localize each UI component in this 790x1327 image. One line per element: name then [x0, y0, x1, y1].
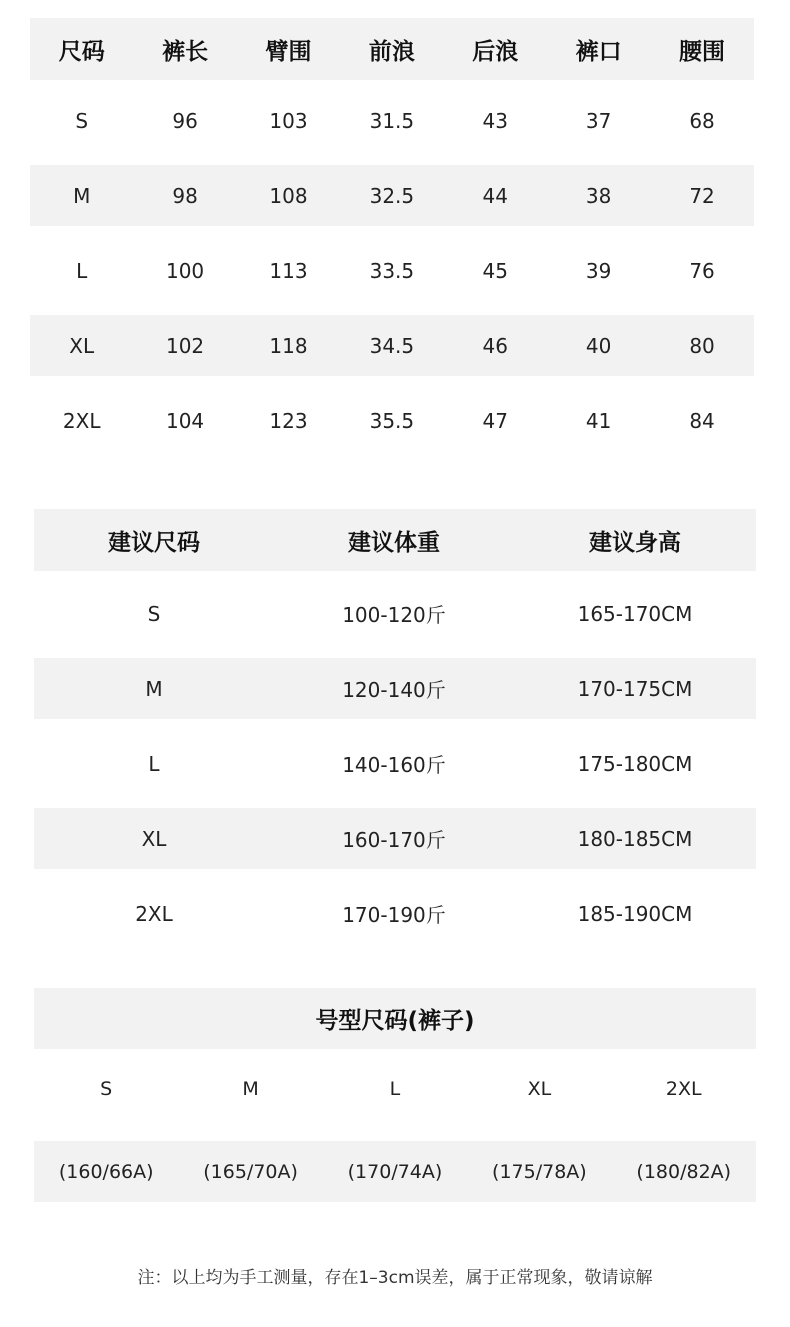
table-cell: 39 — [585, 258, 612, 283]
recommend-table — [34, 509, 756, 958]
table-cell: 2XL — [62, 408, 101, 433]
table-cell: 37 — [585, 108, 612, 133]
table-row — [30, 240, 754, 301]
table-cell: 2XL — [135, 901, 173, 926]
header-cell: 建议体重 — [348, 529, 440, 556]
code-cell: (180/82A) — [636, 1160, 732, 1183]
table-cell: 80 — [689, 333, 715, 358]
table-cell: 170-175CM — [577, 676, 693, 701]
table-row — [30, 390, 754, 451]
table-row — [34, 583, 756, 644]
table-cell: 96 — [172, 108, 198, 133]
code-cell: (160/66A) — [58, 1160, 154, 1183]
size-cell: 2XL — [665, 1078, 702, 1100]
table-cell: 108 — [269, 183, 308, 208]
table-cell: L — [148, 751, 160, 776]
table-cell: 100-120斤 — [342, 603, 446, 627]
code-cell: (175/78A) — [492, 1160, 587, 1183]
table-cell: L — [76, 258, 88, 283]
table-cell: 47 — [482, 408, 508, 433]
size-cell: M — [242, 1078, 259, 1100]
table-cell: 165-170CM — [577, 601, 693, 626]
table-cell: 40 — [585, 333, 612, 358]
table-cell: XL — [141, 826, 167, 851]
table-cell: 102 — [165, 333, 205, 358]
table-cell: 104 — [165, 408, 205, 433]
table-cell: 35.5 — [369, 408, 415, 433]
table-row — [30, 315, 754, 376]
model-table — [34, 988, 756, 1202]
table-cell: M — [73, 183, 91, 208]
header-cell: 裤长 — [162, 38, 209, 65]
model-table-title: 号型尺码(裤子) — [315, 1008, 475, 1034]
header-cell: 建议身高 — [589, 529, 681, 556]
table-cell: 76 — [689, 258, 715, 283]
model-table-header — [34, 988, 756, 1049]
size-table — [30, 18, 754, 465]
table-cell: 33.5 — [369, 258, 415, 283]
table-row — [34, 883, 756, 944]
table-cell: S — [147, 601, 161, 626]
table-row — [30, 165, 754, 226]
table-cell: S — [75, 108, 89, 133]
table-cell: 31.5 — [369, 108, 415, 133]
table-cell: 180-185CM — [577, 826, 693, 851]
table-cell: 175-180CM — [577, 751, 693, 776]
header-cell: 臂围 — [265, 38, 312, 65]
table-row — [30, 90, 754, 151]
header-cell: 建议尺码 — [108, 529, 200, 556]
size-cell: XL — [527, 1078, 552, 1100]
size-cell: S — [100, 1078, 113, 1100]
table-cell: 113 — [269, 258, 308, 283]
table-cell: 103 — [269, 108, 308, 133]
table-cell: 120-140斤 — [342, 678, 446, 702]
header-cell: 尺码 — [58, 38, 105, 65]
table-cell: 34.5 — [369, 333, 415, 358]
table-cell: 84 — [689, 408, 715, 433]
table-cell: 118 — [269, 333, 308, 358]
table-cell: 38 — [585, 183, 612, 208]
table-cell: M — [145, 676, 163, 701]
table-row — [34, 658, 756, 719]
table-cell: 44 — [482, 183, 508, 208]
table-cell: 170-190斤 — [342, 903, 446, 927]
table-cell: XL — [69, 333, 95, 358]
table-cell: 160-170斤 — [342, 828, 446, 852]
header-cell: 腰围 — [679, 38, 726, 65]
table-cell: 185-190CM — [577, 901, 693, 926]
measurement-note: 注：以上均为手工测量，存在1–3cm误差，属于正常现象，敬请谅解 — [137, 1268, 653, 1288]
table-cell: 32.5 — [369, 183, 415, 208]
table-cell: 123 — [269, 408, 308, 433]
table-cell: 46 — [482, 333, 508, 358]
table-cell: 68 — [689, 108, 715, 133]
table-cell: 98 — [172, 183, 198, 208]
header-cell: 裤口 — [575, 38, 622, 65]
table-cell: 100 — [165, 258, 205, 283]
table-cell: 72 — [689, 183, 715, 208]
recommend-table-header — [34, 509, 756, 571]
header-cell: 前浪 — [368, 38, 415, 65]
table-row — [34, 733, 756, 794]
code-cell: (165/70A) — [203, 1160, 298, 1183]
table-row — [34, 808, 756, 869]
table-cell: 41 — [585, 408, 612, 433]
table-row — [34, 1141, 756, 1202]
table-cell: 140-160斤 — [342, 753, 446, 777]
table-cell: 43 — [482, 108, 508, 133]
table-row — [34, 1049, 756, 1129]
table-cell: 45 — [482, 258, 508, 283]
size-table-header — [30, 18, 754, 80]
code-cell: (170/74A) — [347, 1160, 443, 1183]
header-cell: 后浪 — [472, 38, 519, 65]
size-cell: L — [389, 1078, 401, 1100]
